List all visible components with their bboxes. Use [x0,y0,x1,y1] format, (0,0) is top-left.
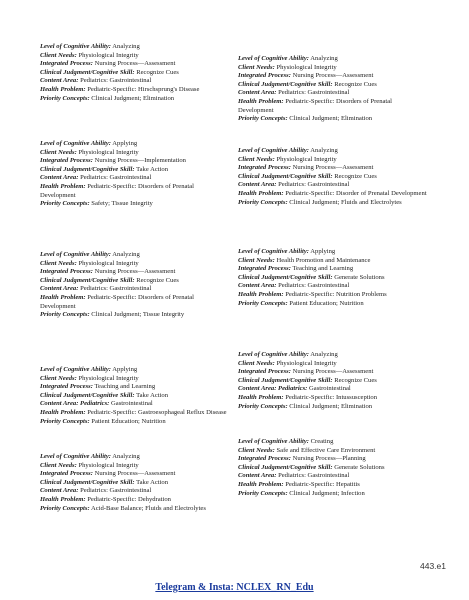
concepts-line: Priority Concepts: Clinical Judgment; Fluids and Electrolytes [238,198,402,206]
rationale-block-4 [238,147,428,207]
level-line: Level of Cognitive Ability: Analyzing [238,55,338,62]
needs-line: Client Needs: Physiological Integrity [40,51,139,59]
level-line: Level of Cognitive Ability: Applying [40,140,138,147]
skill-line: Clinical Judgment/Cognitive Skill: Take Action [40,478,169,486]
concepts-line: Priority Concepts: Acid-Base Balance; Fluids and Electrolytes [40,504,206,512]
skill-line: Clinical Judgment/Cognitive Skill: Recognize Cues [40,276,179,284]
process-line: Integrated Process: Nursing Process—Planning [238,455,366,463]
needs-line: Client Needs: Physiological Integrity [238,155,337,163]
needs-line: Client Needs: Physiological Integrity [40,374,139,382]
process-line: Integrated Process: Teaching and Learning [40,383,156,391]
area-line: Content Area: Pediatrics: Gastrointestinal [40,174,152,182]
skill-line: Clinical Judgment/Cognitive Skill: Recognize Cues [238,172,377,180]
problem-line: Health Problem: Pediatric-Specific: Hirschsprung's Disease [40,85,200,93]
process-line: Integrated Process: Nursing Process—Assessment [238,72,374,80]
level-line: Level of Cognitive Ability: Applying [40,366,138,373]
concepts-line: Priority Concepts: Clinical Judgment; Elimination [40,94,175,102]
area-line: Content Area: Pediatrics: Gastrointestinal [238,385,351,393]
level-line: Level of Cognitive Ability: Analyzing [238,147,338,154]
skill-line: Clinical Judgment/Cognitive Skill: Take Action [40,165,169,173]
rationale-block-3 [40,140,230,209]
process-line: Integrated Process: Nursing Process—Assessment [40,268,176,276]
problem-line: Health Problem: Pediatric-Specific: Disorder of Prenatal Development [238,189,427,197]
rationale-block-6 [238,248,428,308]
process-line: Integrated Process: Teaching and Learning [238,265,354,273]
process-line: Integrated Process: Nursing Process—Assessment [40,60,176,68]
area-line: Content Area: Pediatrics: Gastrointestinal [238,89,350,97]
problem-line: Health Problem: Pediatric-Specific: Intussusception [238,393,378,401]
concepts-line: Priority Concepts: Safety; Tissue Integrity [40,200,153,208]
concepts-line: Priority Concepts: Patient Education; Nutrition [238,299,364,307]
needs-line: Client Needs: Physiological Integrity [40,148,139,156]
rationale-block-7 [40,366,230,426]
rationale-block-8 [238,351,428,411]
problem-line: Health Problem: Pediatric-Specific: Nutrition Problems [238,290,387,298]
level-line: Level of Cognitive Ability: Creating [238,438,334,445]
area-line: Content Area: Pediatrics: Gastrointestinal [40,77,152,85]
process-line: Integrated Process: Nursing Process—Assessment [238,164,374,172]
level-line: Level of Cognitive Ability: Analyzing [238,351,338,358]
level-line: Level of Cognitive Ability: Analyzing [40,453,140,460]
process-line: Integrated Process: Nursing Process—Assessment [40,470,176,478]
needs-line: Client Needs: Physiological Integrity [238,359,337,367]
concepts-line: Priority Concepts: Patient Education; Nutrition [40,417,166,425]
skill-line: Clinical Judgment/Cognitive Skill: Recognize Cues [40,68,179,76]
process-line: Integrated Process: Nursing Process—Implementation [40,157,186,165]
problem-line: Health Problem: Pediatric-Specific: Gastroesophageal Reflux Disease [40,408,227,416]
area-line: Content Area: Pediatrics: Gastrointestinal [238,472,350,480]
area-line: Content Area: Pediatrics: Gastrointestinal [40,487,152,495]
area-line: Content Area: Pediatrics: Gastrointestinal [238,282,350,290]
skill-line: Clinical Judgment/Cognitive Skill: Recognize Cues [238,376,377,384]
problem-line: Health Problem: Pediatric-Specific: Disorders of Prenatal Development [40,182,195,199]
skill-line: Clinical Judgment/Cognitive Skill: Generate Solutions [238,273,385,281]
problem-line: Health Problem: Pediatric-Specific: Hepatitis [238,480,360,488]
rationale-block-10 [238,438,428,498]
level-line: Level of Cognitive Ability: Applying [238,248,336,255]
needs-line: Client Needs: Physiological Integrity [40,259,139,267]
needs-line: Client Needs: Physiological Integrity [238,63,337,71]
concepts-line: Priority Concepts: Clinical Judgment; Elimination [238,402,373,410]
skill-line: Clinical Judgment/Cognitive Skill: Recognize Cues [238,80,377,88]
process-line: Integrated Process: Nursing Process—Assessment [238,368,374,376]
area-line: Content Area: Pediatrics: Gastrointestinal [40,400,153,408]
rationale-block-5 [40,251,230,320]
problem-line: Health Problem: Pediatric-Specific: Disorders of Prenatal Development [40,293,195,310]
rationale-block-2 [238,55,428,124]
concepts-line: Priority Concepts: Clinical Judgment; Infection [238,489,365,497]
concepts-line: Priority Concepts: Clinical Judgment; Elimination [238,115,373,123]
problem-line: Health Problem: Pediatric-Specific: Dehydration [40,495,171,503]
skill-line: Clinical Judgment/Cognitive Skill: Generate Solutions [238,463,385,471]
footer-link[interactable]: Telegram & Insta: NCLEX_RN_Edu [155,582,314,593]
skill-line: Clinical Judgment/Cognitive Skill: Take Action [40,391,169,399]
rationale-block-1 [40,43,230,103]
level-line: Level of Cognitive Ability: Analyzing [40,251,140,258]
concepts-line: Priority Concepts: Clinical Judgment; Tissue Integrity [40,311,185,319]
problem-line: Health Problem: Pediatric-Specific: Disorders of Prenatal Development [238,97,393,114]
rationale-block-9 [40,453,230,513]
area-line: Content Area: Pediatrics: Gastrointestinal [238,181,350,189]
page-number: 443.e1 [420,561,446,571]
needs-line: Client Needs: Physiological Integrity [40,461,139,469]
level-line: Level of Cognitive Ability: Analyzing [40,43,140,50]
needs-line: Client Needs: Health Promotion and Maintenance [238,256,371,264]
needs-line: Client Needs: Safe and Effective Care Environment [238,446,376,454]
area-line: Content Area: Pediatrics: Gastrointestinal [40,285,152,293]
